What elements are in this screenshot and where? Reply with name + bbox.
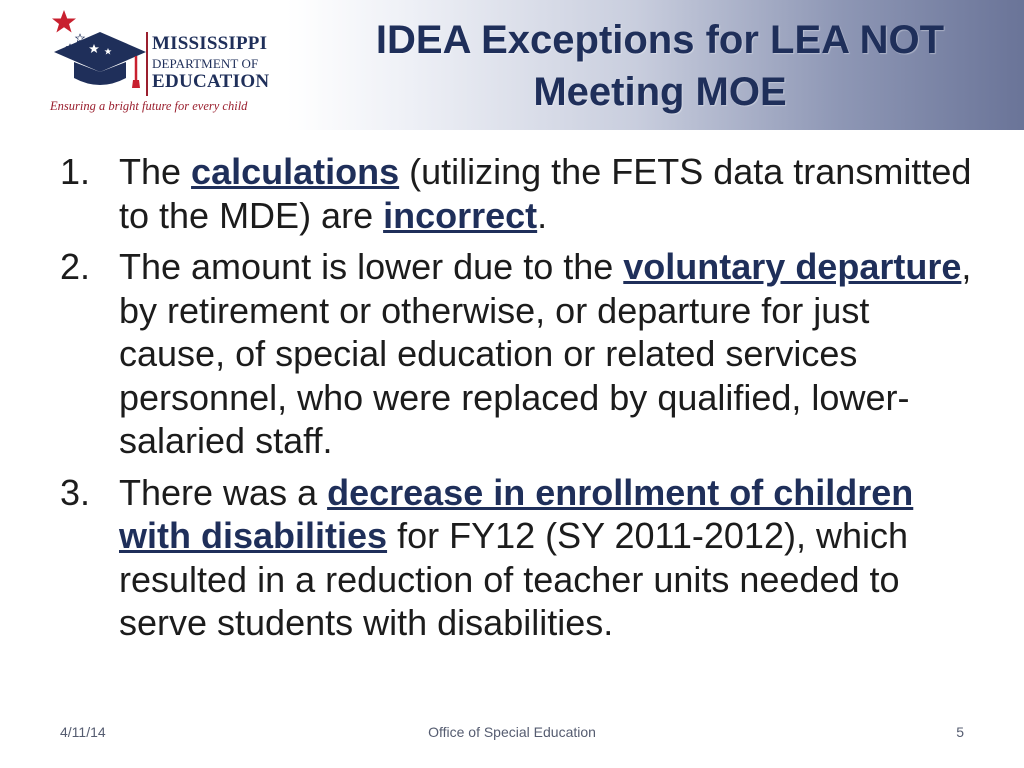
list-item-text: for FY12 (SY 2011-2012), which resulted in a reduction of teacher units needed to serve students with disabilities.: [119, 515, 909, 643]
list-item: [60, 150, 980, 237]
list-item-text: The amount is lower due to the: [119, 246, 624, 287]
list-item: [60, 245, 980, 463]
list-item-text: , by retirement or otherwise, or departure for just cause, of special education or related services personnel, who were replaced by qualified, lower-salaried staff.: [119, 246, 972, 461]
slide-number: 5: [956, 724, 964, 740]
slide-header: [0, 0, 1024, 130]
emphasis-incorrect: incorrect: [383, 194, 538, 236]
list-item-text: The: [119, 151, 192, 192]
emphasis-voluntary-departure: voluntary departure: [623, 246, 962, 287]
logo-text-education: EDUCATION: [152, 71, 270, 92]
logo-text-state: MISSISSIPPI: [152, 33, 268, 54]
numbered-list: [60, 150, 980, 653]
logo-divider: [146, 32, 148, 96]
list-item: [60, 471, 980, 645]
slide-title: IDEA Exceptions for LEA NOT Meeting MOE: [375, 18, 945, 114]
list-item-number: 2.: [60, 246, 91, 287]
list-item-text: There was a: [119, 471, 328, 513]
list-item-number: 1.: [60, 151, 91, 192]
list-item-number: 3.: [60, 471, 91, 513]
list-item-text: .: [537, 194, 548, 236]
footer-office: Office of Special Education: [428, 724, 596, 740]
logo-tagline: Ensuring a bright future for every child: [50, 99, 248, 113]
footer-date: 4/11/14: [60, 724, 106, 740]
graduation-cap-star-icon: [50, 8, 150, 100]
emphasis-decrease-in-enrollment: decrease in enrollment of children with disabilities: [119, 471, 914, 556]
logo-text-department: DEPARTMENT OF: [152, 56, 259, 71]
emphasis-calculations: calculations: [191, 151, 400, 192]
list-item-text: (utilizing the FETS data transmitted to the MDE) are: [119, 151, 972, 236]
mde-logo: [50, 8, 290, 120]
